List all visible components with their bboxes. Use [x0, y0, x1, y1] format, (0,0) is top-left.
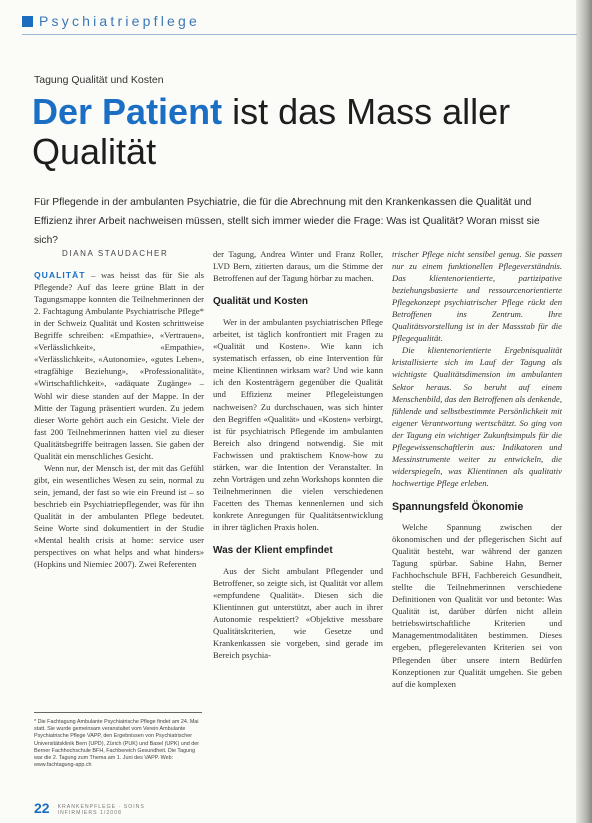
paragraph: der Tagung, Andrea Winter und Franz Roller, LVD Bern, zitierten daraus, um die Stimme der Betroffenen auf der Tagung hörbar zu machen. — [213, 249, 383, 284]
article-lead: Für Pflegende in der ambulanten Psychiatrie, die für die Abrechnung mit den Krankenkassen die Qualität und Effizienz ihrer Arbeit nachweisen müssen, stellt sich immer wieder die Frage: Was ist Qualität? Woran misst sie sich? — [34, 197, 540, 246]
column-1 — [34, 248, 204, 570]
journal-name: KRANKENPFLEGE · SOINS INFIRMIERS 1/2008 — [57, 803, 145, 816]
paragraph: QUALITÄT – was heisst das für Sie als Pflegende? Auf das leere grüne Blatt in der Tagungsmappe konnten die Teilnehmerinnen der 2. Fachtagung Ambulante Psychiatrische Pflege* in der Schweiz Qualität und Kosten schrittweise Begriffe schreiben: «Empathie», «Vertrauen», «Verlässlichkeit», «Empathie», «Verlässlichkeit», «Autonomie», «gutes Leben», «tragfähige Beziehung», «Professionalität», «Wirtschaftlichkeit», «adäquate Zugänge» – Wohl wir diese standen auf der Mappe. In der Mitte der Tagung präsentiert wurden. Zu jedem dieser Worte gehört auch ein Gesicht. Viele der fast 200 Teilnehmerinnen hatten viel zu dieser Qualitätsbegriffe beitragen lassen. Sie gaben der Qualität ein menschliches Gesicht. — [34, 270, 204, 461]
headline-rest: ist das Mass aller Qualität — [32, 91, 511, 172]
author-byline: DIANA STAUDACHER — [62, 249, 169, 258]
paragraph: Aus der Sicht ambulant Pflegender und Betroffener, so zeigte sich, ist Qualität vor allem «empfundene Qualität». Diesen sich die Klientinnen gut unterstützt, aber auch in ihrer Autonomie respektiert? «Objektive messbare Qualitätskriterien, wie Gesetze und Krankenkassen sie vorgeben, sind gerade im Bereich psychia- — [213, 566, 383, 661]
article-headline — [32, 92, 552, 172]
subheading: Was der Klient empfindet — [213, 545, 333, 557]
paragraph: Wenn nur, der Mensch ist, der mit das Gefühl gibt, ein wesentliches Wesen zu sein, normal zu sein, jemand, der fast so wie ein Freund ist – so beschrieb ein Psychiatriepflegender, was für ihn Qualität in der ambulanten Pflege bedeutet. Seine Worte sind dokumentiert in der Studie «Mental health crisis at home: service user perspectives on what helps and what hinders» (Hopkins und Niemiec 2007). Zwei Referenten — [34, 462, 204, 570]
column-2 — [213, 248, 383, 661]
section-label: Psychiatriepflege — [39, 13, 201, 29]
paragraph: Die klientenorientierte Ergebnisqualität kristallisierte sich im Lauf der Tagung als wichtigste Qualitätsdimension im ambulanten Sektor heraus. So beruht auf einem Menschenbild, das den Betroffenen als denkende, fühlende und selbstbestimmte Persönlichkeit mit eigener Verantwortung wertschätzt. So ging von der Tagung ein wichtiger Zukunftsimpuls für die Pflegewissenschaftlerin aus: Indikatoren und Messinstrumente weiter zu entwickeln, die widerspiegeln, was Klientinnen als qualitativ hochwertige Pflege erleben. — [392, 345, 562, 488]
paragraph: trischer Pflege nicht sensibel genug. Sie passen nur zu einem funktionellen Pflegeverständnis. Das klientenorientierte, partizipative beziehungsbasierte und ressourcenorientierte Pflegekonzept psychiatrischer Pflege rückt den Betroffenen ins Zentrum. Ihre Qualitätsvorstellung ist in der Massstab für die Pflegequalität. — [392, 249, 562, 344]
section-divider — [22, 34, 577, 35]
footnote: * Die Fachtagung Ambulante Psychiatrische Pflege findet am 24. Mai statt. Sie wurde gemeinsam veranstaltet vom Verein Ambulante Psychiatrische Pflege VAPP, den Ergebnissen von Psychiatrischer Universitätsklinik Bern (UPD), Zürich (PUK) und Basel (UPK) und der Berner Fachhochschule BFH, Fachbereich Gesundheit. Die Tagung war die 2. Tagung zum Thema am 1. Juni des VAPP. Web: www.fachtagung-app.ch — [34, 712, 202, 769]
paragraph: Wer in der ambulanten psychiatrischen Pflege arbeitet, ist täglich konfrontiert mit Fragen zu «Qualität und Kosten». Wie kann ich systematisch erfassen, ob eine Intervention für meine Klientinnen wirksam war? Und wie kann ich den Kostenträgern gegenüber die Qualität und Effizienz meiner Pflegeleistungen nachweisen? Zu durchschauen, was sich hinter den Begriffen «Qualität» und «Kosten» verbirgt, ist für psychiatrisch Pflegende im ambulanten Bereich also dringend notwendig. Sie mit Fachwissen und praktischem Know-how zu stärken, war die Intention der Veranstalter. In zehn Vorträgen und zehn Workshops konnten die Teilnehmerinnen die vielen verschiedenen Facetten des Themas kennenlernen und sich konkrete Anregungen für Qualitätsentwicklung in ihrer täglichen Praxis holen. — [213, 317, 383, 532]
subheading: Spannungsfeld Ökonomie — [392, 500, 524, 513]
page-spine-shadow — [576, 0, 592, 823]
section-square-icon — [22, 16, 33, 27]
headline-highlight: Der Patient — [32, 91, 223, 132]
paragraph: Welche Spannung zwischen der ökonomischen und der pflegerischen Sicht auf Qualität besteht, war während der ganzen Tagung spürbar. Sabine Hahn, Berner Fachhochschule BFH, Fachbereich Gesundheit, stellte die Teilnehmerinnen verschiedene Definitionen von Qualität vor und betonte: Was Qualität ist, darüber dürfen nicht allein betriebswirtschaftliche Kriterien und Managementmodalitäten bestimmen. Dieses ergeben, pflegerelevanten Kriterien sei von Pflegenden über unsere intern Bedürfen Konzeptionen zur Qualität umgehen. Sie geben auf die komplexen — [392, 521, 562, 689]
subheading: Qualität und Kosten — [213, 296, 308, 308]
page-footer — [34, 800, 145, 816]
article-kicker: Tagung Qualität und Kosten — [34, 74, 164, 86]
column-3 — [392, 248, 562, 690]
lead-word: QUALITÄT — [34, 270, 86, 281]
section-header — [22, 13, 200, 29]
page-number: 22 — [34, 800, 50, 816]
